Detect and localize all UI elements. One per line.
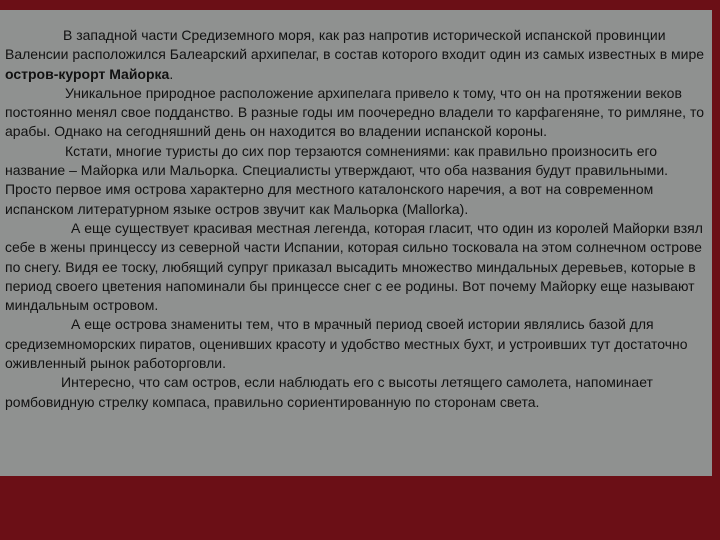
paragraph-1-text: В западной части Средиземного моря, как раз напротив исторической испанской провинции Валенсии расположился Балеарский архипелаг, в состав которого входит один из самых известных в мире [5,27,705,63]
paragraph-5 [5,315,712,373]
paragraph-6-text: Интересно, что сам остров, если наблюдать его с высоты летящего самолета, напоминает ромбовидную стрелку компаса, правильно сориентированную по сторонам света. [5,374,653,410]
paragraph-4-text: А еще существует красивая местная легенда, которая гласит, что один из королей Майорки взял себе в жены принцессу из северной части Испании, которая сильно тосковала на этом солнечном острове по снегу. Видя ее тоску, любящий супруг приказал высадить множество миндальных деревьев, которые в период своего цветения напоминали бы принцессе снег с ее родины. Вот почему Майорку еще называют миндальным островом. [5,219,703,314]
paragraph-1 [5,26,712,84]
paragraph-3 [5,142,712,219]
article-text [5,26,712,412]
paragraph-1-emphasis: остров-курорт Майорка [5,65,170,82]
text-panel [0,10,712,476]
paragraph-6 [5,373,712,412]
paragraph-2-text: Уникальное природное расположение архипелага привело к тому, что он на протяжении веков постоянно менял свое подданство. В разные годы им поочередно владели то карфагеняне, то римляне, то арабы. Однако на сегодняшний день он находится во владении испанской короны. [5,84,704,140]
paragraph-1-end: . [169,65,174,82]
paragraph-4 [5,219,712,315]
paragraph-3-text: Кстати, многие туристы до сих пор терзаются сомнениями: как правильно произносить его название – Майорка или Мальорка. Специалисты утверждают, что оба названия будут правильными. Просто первое имя острова характерно для местного каталонского наречия, а вот на современном испанском литературном языке остров звучит как Мальорка (Mallorka). [5,142,669,217]
paragraph-5-text: А еще острова знамениты тем, что в мрачный период своей истории являлись базой для средиземноморских пиратов, оценивших красоту и удобство местных бухт, и устроивших тут достаточно оживленный рынок работорговли. [5,316,688,372]
paragraph-2 [5,84,712,142]
